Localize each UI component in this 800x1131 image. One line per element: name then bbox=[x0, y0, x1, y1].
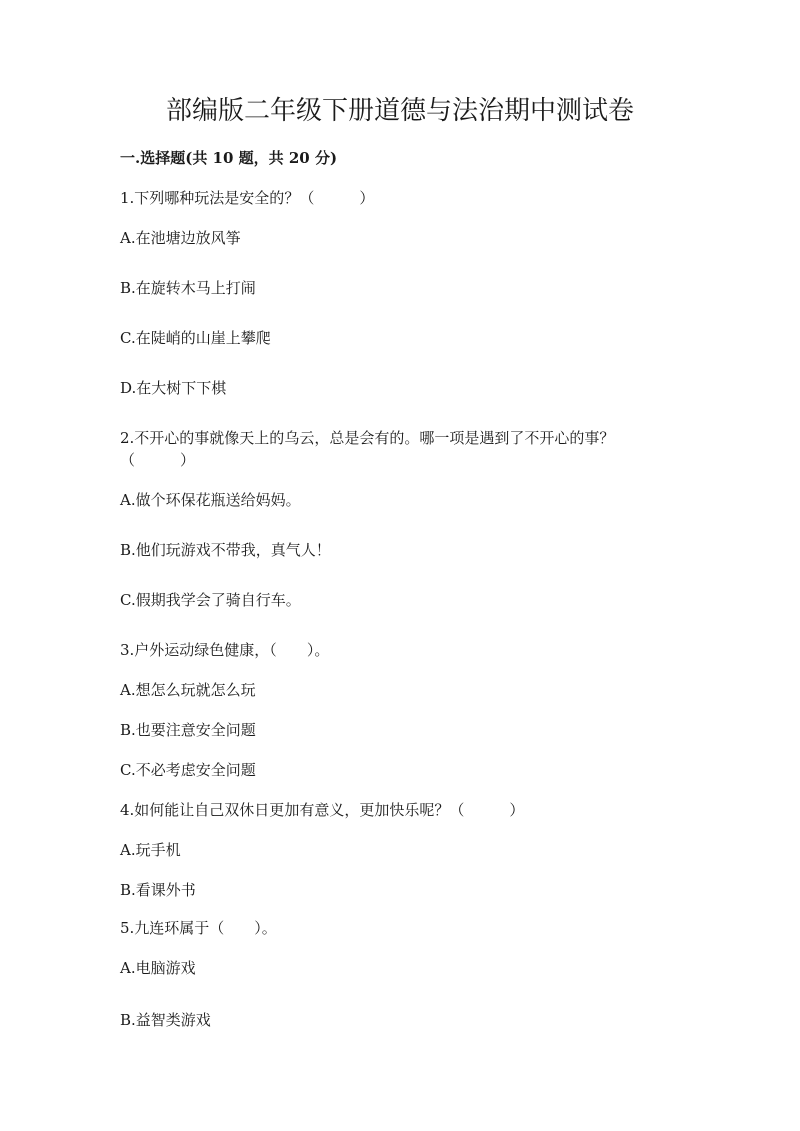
question-5-stem: 5.九连环属于（ ）。 bbox=[120, 919, 277, 937]
question-1-option-a: A.在池塘边放风筝 bbox=[120, 229, 241, 247]
section-heading: 一.选择题(共 10 题，共 20 分) bbox=[120, 149, 338, 167]
page-title: 部编版二年级下册道德与法治期中测试卷 bbox=[165, 96, 634, 126]
question-2-option-b: B.他们玩游戏不带我，真气人！ bbox=[120, 541, 331, 559]
question-4-option-a: A.玩手机 bbox=[120, 841, 181, 859]
question-3-option-a: A.想怎么玩就怎么玩 bbox=[120, 681, 256, 699]
question-5-option-b: B.益智类游戏 bbox=[120, 1011, 211, 1029]
question-2-option-c: C.假期我学会了骑自行车。 bbox=[120, 591, 301, 609]
question-1-stem: 1.下列哪种玩法是安全的？（ ） bbox=[120, 189, 375, 207]
question-2-option-a: A.做个环保花瓶送给妈妈。 bbox=[120, 491, 301, 509]
question-2-stem: 2.不开心的事就像天上的乌云，总是会有的。哪一项是遇到了不开心的事？ bbox=[120, 429, 615, 447]
question-5-option-a: A.电脑游戏 bbox=[120, 959, 196, 977]
question-2-stem-continued: （ ） bbox=[120, 451, 196, 469]
question-4-stem: 4.如何能让自己双休日更加有意义，更加快乐呢？（ ） bbox=[120, 801, 525, 819]
question-1-option-b: B.在旋转木马上打闹 bbox=[120, 279, 256, 297]
question-3-stem: 3.户外运动绿色健康，（ ）。 bbox=[120, 641, 330, 659]
question-3-option-b: B.也要注意安全问题 bbox=[120, 721, 256, 739]
question-3-option-c: C.不必考虑安全问题 bbox=[120, 761, 256, 779]
question-4-option-b: B.看课外书 bbox=[120, 881, 196, 899]
question-1-option-c: C.在陡峭的山崖上攀爬 bbox=[120, 329, 271, 347]
question-1-option-d: D.在大树下下棋 bbox=[120, 379, 227, 397]
